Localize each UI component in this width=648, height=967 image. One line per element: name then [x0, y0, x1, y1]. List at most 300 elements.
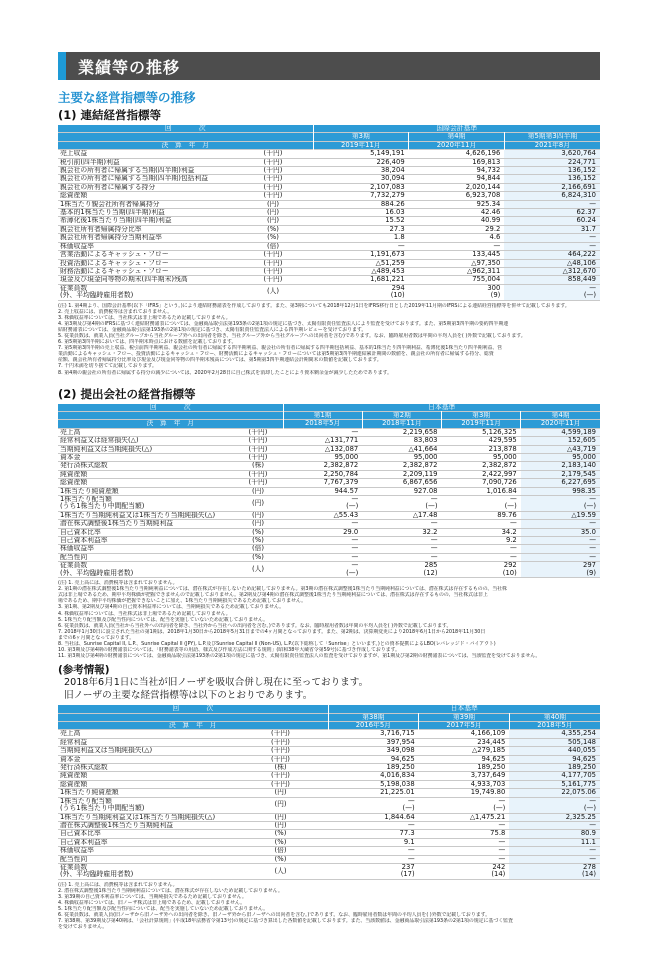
consolidated-notes	[58, 303, 600, 385]
cell-value: —	[351, 428, 359, 436]
cell-value: 6,824,310	[504, 192, 600, 200]
cell-value: 95,000	[413, 453, 438, 461]
date-header: 2020年11月	[521, 420, 600, 428]
cell-value: 278 (14)	[509, 863, 600, 879]
cell-value: —	[351, 519, 359, 528]
row-unit: (円)	[251, 498, 265, 507]
row-label: 純資産額	[60, 470, 88, 478]
table-row	[58, 838, 600, 846]
standalone-dividend-row	[58, 496, 600, 512]
row-label: 従業員数 (外、平均臨時雇用者数)	[60, 561, 134, 577]
footnote-line: 6. 従業員数は、就業人員(旧ノーザから旧ノーザ外への出向者を除き、旧ノーザ外から旧ノーザへの出向者を含む。)であります。なお、臨時雇用者数は年間の平均人員を( )外数で記載しております。	[58, 912, 490, 919]
cell-value: 60.24	[504, 217, 600, 225]
row-unit: (%)	[252, 536, 264, 545]
row-label: 1株当たり配当額 (うち1株当たり中間配当額)	[60, 495, 145, 511]
period-header: 第2期	[362, 411, 441, 419]
cell-value: —	[407, 821, 415, 829]
cell-value: 927.08	[413, 487, 438, 495]
cell-value: 21,225.01	[380, 788, 415, 797]
footnote-line: 8. 当社は、Sunrise Capital II, L.P.、Sunrise Capital II (JPY), L.P.及びSunrise Capital II (Non-US), L.P.(以下総称して「Sunrise」といいます。)との資本提携によるLBO(レバレッジド・バイアウト)	[58, 641, 496, 647]
row-label: 発行済株式総数	[60, 461, 108, 470]
row-unit: (千円)	[248, 478, 268, 487]
cell-value: 2,250,784	[323, 470, 359, 478]
cell-value: 32.2	[422, 528, 438, 536]
row-label: 経常利益	[60, 738, 88, 746]
row-unit: (円)	[274, 800, 287, 809]
cell-value: —	[504, 234, 600, 242]
row-label: 潜在株式調整後1株当たり当期純利益	[60, 519, 174, 528]
cell-value: —	[430, 544, 438, 553]
table-row	[58, 562, 600, 578]
cell-value: △962,311	[466, 267, 501, 275]
table-row	[58, 175, 600, 183]
cell-value: 83,803	[413, 436, 438, 445]
cell-value: 7,090,726	[482, 478, 517, 487]
row-label: 当期純利益又は当期純損失(△)	[60, 746, 153, 755]
cell-value: —	[493, 242, 501, 250]
cell-value: 136,152	[504, 175, 600, 183]
cell-value: —	[521, 520, 600, 528]
row-unit: (千円)	[263, 149, 283, 158]
footnote-line: 5. 1株当たり配当額及び配当性向については、配当を実施していないため記載しておりません。	[58, 906, 269, 913]
table-row	[58, 813, 600, 821]
cell-value: —	[397, 242, 405, 250]
row-unit: (円)	[266, 208, 280, 217]
date-header: 2017年5月	[419, 722, 510, 730]
date-header: 2019年11月	[313, 141, 409, 149]
row-unit: (千円)	[248, 436, 268, 445]
row-unit: (千円)	[263, 275, 283, 284]
period-header: 第40期	[509, 713, 600, 721]
cell-value: 7,767,379	[323, 478, 359, 487]
table-row	[58, 217, 600, 225]
cell-value: —	[509, 519, 517, 528]
cell-value: —	[504, 200, 600, 208]
cell-value: 464,222	[504, 251, 600, 259]
row-unit: (%)	[274, 829, 287, 838]
table-row	[58, 855, 600, 863]
row-unit: (%)	[274, 855, 287, 863]
row-label: 1株当たり当期純利益又は1株当たり当期純損失(△)	[60, 511, 216, 519]
cell-value: 34.2	[501, 528, 517, 536]
cell-value: △51,259	[375, 259, 405, 267]
period-header: 第4期	[521, 411, 600, 419]
cell-value: 292 (10)	[502, 561, 517, 577]
cell-value: 234,445	[477, 738, 506, 746]
table-row	[58, 234, 600, 242]
row-label: 売上高	[60, 729, 81, 738]
row-label: 売上収益	[60, 149, 88, 158]
cell-value: △41,664	[408, 445, 438, 453]
cell-value: 62.37	[504, 209, 600, 217]
row-label: 1株当たり親会社所有者帰属持分	[60, 200, 160, 208]
cell-value: —	[521, 545, 600, 553]
cell-value: 16.03	[385, 208, 405, 217]
cell-value: 89.76	[497, 511, 517, 519]
footnote-line: 3. 第1期、第2期及び第4期の自己資本利益率については、当期純損失であるため記載しておりません。	[58, 604, 285, 611]
period-header: 第39期	[419, 713, 510, 721]
standalone-notes	[58, 580, 600, 659]
cell-value: 30,094	[380, 174, 405, 183]
cell-value: — (—)	[346, 561, 359, 577]
cell-value: 4,166,109	[470, 729, 506, 738]
row-label: 発行済株式総数	[60, 763, 108, 772]
footnote-line: (注) 1. 売上高には、消費税等は含まれておりません。	[58, 881, 178, 888]
row-unit: (円)	[274, 788, 287, 797]
cell-value: —	[430, 536, 438, 545]
row-unit: (千円)	[248, 445, 268, 453]
header-accent	[58, 52, 66, 80]
footnote-line: 5. 1株当たり配当額及び配当性向については、配当を実施していないため記載しておりません。	[58, 616, 269, 623]
cell-value: 3,620,764	[504, 150, 600, 158]
row-unit: (円)	[266, 216, 280, 225]
consolidated-title: (1) 連結経営指標等	[58, 108, 162, 122]
row-unit: (%)	[267, 233, 279, 242]
row-unit: (千円)	[263, 174, 283, 183]
row-label: 親会社の所有者に帰属する当期(四半期)利益	[60, 166, 195, 175]
table-row	[58, 730, 600, 738]
cell-value: 6,923,708	[465, 191, 501, 200]
footnote-line: 7. 第38期、第39期及び第40期は、「会社計算規則」(平成18年法務省令第13号)の規定に基づき算出した各数値を記載しております。また、当該数値は、金融商品取引法第193条の2第1項の規定に基づく監査	[58, 918, 513, 925]
cell-value: 4,599,189	[521, 428, 600, 436]
row-label: 売上高	[60, 428, 81, 436]
cell-value: △97,350	[471, 259, 501, 267]
cell-value: 2,183,140	[521, 462, 600, 470]
footnote-line: 2. 売上収益には、消費税等は含まれておりません。	[58, 308, 173, 315]
reference-rows	[58, 730, 600, 797]
cell-value: —	[509, 553, 517, 561]
row-label: 配当性向	[60, 553, 88, 561]
row-unit: (千円)	[263, 183, 283, 191]
footnote-line: 4. 株価収益率については、当社株式は非上場であるため記載しておりません。	[58, 610, 231, 617]
row-unit: (千円)	[248, 470, 268, 478]
cell-value: 94,625	[481, 755, 506, 763]
footnote-line: 5. 従業員数は、就業人員(当社グループから当社グループ外への出向者を除き、当社グループ外から当社グループへの出向者を含む)であります。なお、臨時雇用者数は年間の平均人員を( )外数で記載しております。	[58, 333, 526, 339]
cell-value: △48,106	[504, 259, 600, 267]
row-unit: (人)	[274, 866, 287, 875]
cell-value: 505,148	[509, 738, 600, 746]
cell-value: 29.2	[485, 225, 501, 233]
reference-table	[58, 705, 600, 880]
table-row	[58, 780, 600, 788]
cell-value: 27.3	[389, 225, 405, 233]
row-label: 潜在株式調整後1株当たり当期純利益	[60, 821, 174, 829]
table-row	[58, 496, 600, 512]
cell-value: 31.7	[504, 225, 600, 233]
row-unit: (株)	[274, 763, 287, 772]
table-row	[58, 437, 600, 445]
hdr-kaiji: 回 次	[58, 125, 313, 133]
cell-value: 884.26	[380, 200, 405, 208]
footnote-line: 8. 第4期の親会社の所有者に帰属する持分の減少については、2020年2月28日に自己株式を消却したことにより資本剰余金が減少したためであります。	[58, 369, 392, 376]
row-unit: (千円)	[263, 259, 283, 267]
row-label: 財務活動によるキャッシュ・フロー	[60, 267, 169, 275]
cell-value: 133,445	[472, 250, 501, 259]
table-row	[58, 797, 600, 813]
row-label: 1株当たり当期純利益又は1株当たり当期純損失(△)	[60, 813, 216, 821]
table-row	[58, 150, 600, 158]
cell-value: 2,382,872	[402, 461, 438, 470]
hdr-kessan: 決 算 年 月	[58, 141, 313, 149]
cell-value: 858,449	[504, 276, 600, 284]
cell-value: 2,325.25	[509, 813, 600, 821]
page-title: 業績等の推移	[78, 57, 181, 77]
cell-value: —	[407, 855, 415, 863]
standalone-title: (2) 提出会社の経営指標等	[58, 386, 196, 401]
table-row	[58, 200, 600, 208]
cell-value: —	[351, 536, 359, 545]
cell-value: 2,179,545	[521, 470, 600, 478]
table-row	[58, 251, 600, 259]
cell-value: — (—)	[504, 495, 517, 511]
cell-value: 169,813	[472, 158, 501, 166]
cell-value: 213,878	[488, 445, 517, 453]
cell-value: 1.8	[393, 233, 405, 242]
cell-value: — (—)	[509, 797, 600, 813]
table-row: 従業員数 (外、平均臨時雇用者数) (人) 294 (10) 300 (9) — (—)	[58, 284, 600, 300]
footnote-line: までの6ヶ月間となっております。	[58, 634, 135, 641]
table-row	[58, 747, 600, 755]
cell-value: 5,149,191	[370, 149, 405, 158]
cell-value: 2,020,144	[465, 183, 501, 191]
row-label: 株価収益率	[60, 846, 94, 855]
row-label: 純資産額	[60, 771, 88, 780]
table-row	[58, 192, 600, 200]
cell-value: —	[351, 544, 359, 553]
standalone-rows-2	[58, 511, 600, 561]
footnote-line: 7. 千円未満を切り捨てて記載しております。	[58, 363, 157, 370]
cell-value: 4,177,705	[509, 772, 600, 780]
table-row	[58, 453, 600, 461]
cell-value: 80.9	[509, 830, 600, 838]
cell-value: 6,867,656	[402, 478, 438, 487]
cell-value: 94,844	[476, 174, 501, 183]
row-label: 投資活動によるキャッシュ・フロー	[60, 259, 169, 267]
cell-value: 2,219,658	[402, 428, 438, 436]
cell-value: — (—)	[521, 496, 600, 512]
cell-value: △55.43	[333, 511, 359, 519]
table-row	[58, 537, 600, 545]
cell-value: 925.34	[476, 200, 501, 208]
standalone-rows	[58, 428, 600, 495]
row-unit: (千円)	[271, 780, 290, 788]
table-row	[58, 520, 600, 528]
consolidated-rows	[58, 150, 600, 285]
table-row	[58, 755, 600, 763]
standalone-table	[58, 404, 600, 579]
cell-value: 152,605	[521, 437, 600, 445]
cell-value: 1,016.84	[486, 487, 517, 495]
cell-value: △489,453	[371, 267, 405, 275]
cell-value: — (—)	[402, 797, 415, 813]
period-header: 第1期	[283, 411, 362, 419]
reference-rows-2	[58, 813, 600, 863]
table-row	[58, 462, 600, 470]
cell-value: 1,844.64	[384, 813, 415, 821]
cell-value: 397,954	[386, 738, 415, 746]
cell-value: 2,422,997	[482, 470, 517, 478]
row-label: 自己資本比率	[60, 528, 101, 536]
table-row	[58, 830, 600, 838]
cell-value: 189,250	[386, 763, 415, 772]
cell-value: —	[504, 242, 600, 250]
cell-value: —	[521, 553, 600, 561]
row-unit: (%)	[252, 528, 264, 536]
cell-value: 944.57	[334, 487, 359, 495]
cell-value: △17.48	[412, 511, 438, 519]
row-label: 親会社所有者帰属持分比率	[60, 225, 142, 233]
row-unit: (倍)	[266, 242, 280, 250]
footnote-line: 産額、親会社所有者帰属持分比率及び現金及び現金同等物の四半期末残高については、第5期第3四半期連結会計期間末の数値を記載しております。	[58, 357, 382, 364]
reference-title: (参考情報)	[58, 664, 110, 677]
cell-value: 242 (14)	[491, 863, 506, 879]
row-unit: (千円)	[271, 771, 290, 780]
hdr-standard: 日本基準	[328, 705, 600, 713]
table-row	[58, 225, 600, 233]
row-unit: (千円)	[271, 738, 290, 746]
cell-value: 5,161,775	[509, 780, 600, 788]
table-row	[58, 511, 600, 519]
row-label: 親会社の所有者に帰属する持分	[60, 183, 156, 191]
cell-value: 42.46	[480, 208, 501, 217]
row-label: 株価収益率	[60, 544, 94, 553]
row-label: 1株当たり配当額 (うち1株当たり中間配当額)	[60, 797, 145, 813]
cell-value: 3,716,715	[380, 729, 415, 738]
row-label: 総資産額	[60, 191, 88, 200]
footnote-line: (注) 1. 第4期より、国際会計基準(以下「IFRS」という。)により連結財務諸表を作成しております。また、第3期についても2018年12月1日をIFRS移行日とした2019年11月期のIFRSによる連結経営指標等を併せて記載しております。	[58, 302, 570, 309]
row-label: 希薄化後1株当たり当期(四半期)利益	[60, 216, 172, 225]
cell-value: 5,126,325	[482, 428, 517, 436]
cell-value: 136,152	[504, 167, 600, 175]
cell-value: — (—)	[493, 797, 506, 813]
table-row	[58, 445, 600, 453]
footnote-line: 2. 第1期の潜在株式調整後1株当たり当期純利益については、潜在株式が存在しないため記載しておりません。第3期の潜在株式調整後1株当たり当期純利益については、潜在株式は存在するものの、当社株	[58, 586, 507, 593]
hdr-standard: 国際会計基準	[313, 125, 600, 133]
row-unit: (千円)	[248, 428, 268, 436]
footnote-line: 7. 2018年1月30日に設立された当社の第1期は、2018年1月30日から2018年5月31日までの4ヶ月間となっております。また、第2期は、決算期変更により2018年6月1日から2018年11月30日	[58, 628, 486, 635]
footnote-line: 2. 潜在株式調整後1株当たり当期純利益については、潜在株式が存在しないため記載しておりません。	[58, 887, 283, 894]
cell-value: 226,409	[376, 158, 405, 166]
cell-value: —	[498, 855, 506, 863]
table-row	[58, 183, 600, 191]
row-unit: (円)	[274, 813, 287, 821]
row-unit: (円)	[274, 821, 287, 829]
row-unit: (倍)	[251, 544, 265, 553]
footnote-line: (注) 1. 売上高には、消費税等は含まれておりません。	[58, 580, 178, 587]
cell-value: 2,382,872	[323, 461, 359, 470]
cell-value: 429,595	[488, 436, 517, 445]
table-row	[58, 863, 600, 879]
period-header: 第3期	[442, 411, 521, 419]
footnote-line: 6. 第5期第3四半期においては、四半期末時点における数値を記載しております。	[58, 339, 237, 346]
row-unit: (円)	[251, 487, 265, 495]
cell-value: — (—)	[346, 495, 359, 511]
row-unit: (倍)	[274, 846, 287, 855]
cell-value: 2,382,872	[482, 461, 517, 470]
cell-value: 2,107,083	[370, 183, 405, 191]
table-row	[58, 528, 600, 536]
cell-value: 77.3	[399, 829, 415, 838]
cell-value: 4,626,196	[465, 149, 501, 158]
table-row	[58, 738, 600, 746]
table-row	[58, 167, 600, 175]
row-label: 自己資本利益率	[60, 536, 108, 545]
cell-value: △279,185	[471, 746, 506, 755]
date-header: 2018年5月	[283, 420, 362, 428]
cell-value: △312,670	[504, 267, 600, 275]
row-unit: (千円)	[263, 191, 283, 200]
date-header: 2019年11月	[442, 420, 521, 428]
footnote-line: 6. 従業員数は、就業人員(当社から当社外への出向者を除き、当社外から当社への出向者を含む。)であります。なお、臨時雇用者数は年間の平均人員を( )外数で記載しております。	[58, 622, 452, 629]
cell-value: 95,000	[521, 453, 600, 461]
cell-value: 94,625	[390, 755, 415, 763]
footnote-line: 4. 株価収益率については、旧ノーザ株式は非上場であるため、記載しておりません。	[58, 900, 246, 907]
row-label: 税引前(四半期)利益	[60, 158, 120, 166]
cell-value: 38,204	[380, 166, 405, 175]
footnote-line: 4. 第3期及び第4期のIFRSに基づく連結財務諸表については、金融商品取引法第193条の2第1項の規定に基づき、太陽有限責任監査法人により監査を受けております。また、第5期第3四半期の要約四半期連	[58, 320, 509, 327]
cell-value: —	[430, 519, 438, 528]
cell-value: —	[498, 821, 506, 829]
cell-value: △132,087	[324, 445, 359, 453]
reference-dividend-row	[58, 797, 600, 813]
row-unit: (%)	[252, 553, 264, 561]
date-header: 2021年8月	[504, 141, 600, 149]
cell-value: 4.6	[489, 233, 501, 242]
section-header-bar	[58, 52, 600, 80]
row-label: 親会社の所有者に帰属する当期(四半期)包括利益	[60, 174, 209, 183]
row-unit: (%)	[274, 838, 287, 846]
cell-value: 2,166,691	[504, 183, 600, 191]
hdr-kessan: 決 算 年 月	[58, 722, 328, 730]
cell-value: —	[498, 838, 506, 846]
row-label: 従業員数 (外、平均臨時雇用者数)	[60, 863, 134, 879]
cell-value: 94,625	[509, 755, 600, 763]
row-unit: (千円)	[271, 746, 290, 755]
cell-value: △43,719	[521, 445, 600, 453]
cell-value: 1,681,221	[370, 275, 405, 284]
date-header: 2018年11月	[362, 420, 441, 428]
footnote-line: 結財務諸表については、金融商品取引法第193条の2第1項の規定に基づき、太陽有限責任監査法人による四半期レビューを受けております。	[58, 326, 367, 333]
cell-value: 189,250	[509, 764, 600, 772]
footnote-line: を受けておりません。	[58, 924, 108, 931]
cell-value: △131,771	[324, 436, 359, 445]
cell-value: 9.2	[505, 536, 517, 545]
table-row	[58, 772, 600, 780]
row-unit: (千円)	[263, 166, 283, 175]
footnote-line: 7. 第5期第3四半期の売上収益、税引前四半期利益、親会社の所有者に帰属する四半期利益、親会社の所有者に帰属する四半期包括利益、基本的1株当たり四半期利益、希薄化後1株当たり四半期利益、営	[58, 345, 503, 352]
cell-value: 29.0	[343, 528, 359, 536]
hdr-standard: 日本基準	[283, 404, 600, 412]
hdr-kaiji: 回 次	[58, 404, 283, 412]
row-label: 総資産額	[60, 478, 88, 487]
table-row	[58, 267, 600, 275]
date-header: 2016年5月	[328, 722, 419, 730]
cell-value: 1,191,673	[370, 250, 405, 259]
cell-value: 237 (17)	[400, 863, 415, 879]
row-label: 基本的1株当たり当期(四半期)利益	[60, 208, 165, 217]
reference-employees-row	[58, 863, 600, 879]
reference-text-2: 旧ノーザの主要な経営指標等は以下のとおりであります。	[64, 689, 313, 701]
page	[0, 52, 648, 967]
table-row	[58, 158, 600, 166]
row-label: 配当性向	[60, 855, 88, 863]
row-label: 自己資本比率	[60, 829, 101, 838]
row-label: 当期純利益又は当期純損失(△)	[60, 445, 153, 453]
row-unit: (%)	[267, 225, 279, 233]
cell-value: 285 (12)	[423, 561, 438, 577]
row-label: 1株当たり純資産額	[60, 788, 119, 797]
table-row	[58, 428, 600, 436]
